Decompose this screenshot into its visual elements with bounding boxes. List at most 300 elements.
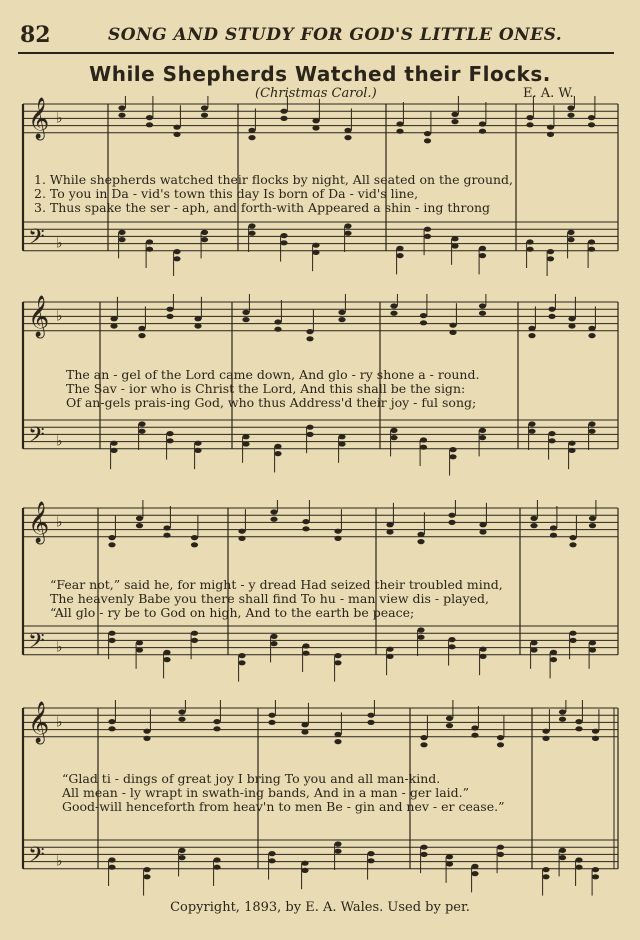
note-head bbox=[191, 638, 198, 643]
note-head bbox=[338, 317, 345, 322]
note-head bbox=[550, 657, 557, 662]
note-head bbox=[479, 529, 486, 534]
note-head bbox=[302, 526, 309, 531]
note-head bbox=[547, 132, 554, 137]
note-head bbox=[449, 454, 456, 459]
key-signature-flat: ♭ bbox=[56, 639, 63, 656]
lyric-line-4-1: “Glad ti - dings of great joy I bring To you and all man-kind. bbox=[62, 771, 441, 786]
note-head bbox=[302, 519, 309, 524]
note-head bbox=[588, 115, 595, 120]
note-head bbox=[108, 719, 115, 724]
note-head bbox=[479, 253, 486, 258]
note-head bbox=[528, 326, 535, 331]
note-head bbox=[479, 522, 486, 527]
key-signature-flat: ♭ bbox=[56, 853, 63, 870]
note-head bbox=[274, 319, 281, 324]
lyric-block-4 bbox=[62, 772, 640, 814]
note-head bbox=[417, 532, 424, 537]
lyric-block-1 bbox=[34, 173, 634, 215]
note-head bbox=[471, 733, 478, 738]
note-head bbox=[420, 742, 427, 747]
note-head bbox=[542, 729, 549, 734]
page-header bbox=[18, 22, 614, 52]
note-head bbox=[344, 128, 351, 133]
note-head bbox=[420, 852, 427, 857]
note-head bbox=[396, 246, 403, 251]
note-head bbox=[213, 857, 220, 862]
note-head bbox=[417, 627, 424, 632]
note-head bbox=[274, 327, 281, 332]
note-head bbox=[367, 851, 374, 856]
note-head bbox=[592, 874, 599, 879]
note-head bbox=[163, 657, 170, 662]
lyric-line-1-2: 2. To you in Da - vid's town this day Is born of Da - vid's line, bbox=[34, 186, 419, 201]
lyric-line-4-3: Good-will henceforth from heav'n to men Be - gin and nev - er cease.” bbox=[62, 799, 505, 814]
note-head bbox=[274, 444, 281, 449]
note-head bbox=[367, 858, 374, 863]
note-head bbox=[567, 105, 574, 110]
note-head bbox=[143, 736, 150, 741]
note-head bbox=[479, 428, 486, 433]
note-head bbox=[238, 660, 245, 665]
key-signature-flat: ♭ bbox=[56, 433, 63, 450]
note-head bbox=[178, 709, 185, 714]
note-head bbox=[547, 249, 554, 254]
bass-clef: 𝄢 bbox=[28, 842, 45, 873]
note-head bbox=[280, 240, 287, 245]
lyric-block-2 bbox=[66, 368, 640, 410]
note-head bbox=[592, 729, 599, 734]
note-head bbox=[312, 243, 319, 248]
note-head bbox=[108, 726, 115, 731]
key-signature-flat: ♭ bbox=[56, 235, 63, 252]
note-head bbox=[589, 647, 596, 652]
note-head bbox=[588, 421, 595, 426]
note-head bbox=[479, 246, 486, 251]
note-head bbox=[567, 237, 574, 242]
note-head bbox=[178, 855, 185, 860]
note-head bbox=[479, 311, 486, 316]
lyric-line-3-1: “Fear not,” said he, for might - y dread Had seized their troubled mind, bbox=[50, 577, 503, 592]
note-head bbox=[420, 320, 427, 325]
note-head bbox=[547, 256, 554, 261]
note-head bbox=[568, 323, 575, 328]
note-head bbox=[528, 333, 535, 338]
note-head bbox=[550, 650, 557, 655]
note-head bbox=[118, 237, 125, 242]
note-head bbox=[559, 855, 566, 860]
note-head bbox=[588, 333, 595, 338]
note-head bbox=[312, 118, 319, 123]
note-head bbox=[575, 719, 582, 724]
note-head bbox=[446, 723, 453, 728]
note-head bbox=[173, 249, 180, 254]
note-head bbox=[575, 726, 582, 731]
note-head bbox=[479, 121, 486, 126]
note-head bbox=[420, 445, 427, 450]
note-head bbox=[451, 112, 458, 117]
note-head bbox=[542, 874, 549, 879]
note-head bbox=[446, 716, 453, 721]
page-number: 82 bbox=[20, 22, 51, 48]
note-head bbox=[108, 535, 115, 540]
note-head bbox=[146, 239, 153, 244]
note-head bbox=[530, 516, 537, 521]
note-head bbox=[424, 234, 431, 239]
note-head bbox=[542, 867, 549, 872]
note-head bbox=[550, 533, 557, 538]
note-head bbox=[138, 429, 145, 434]
note-head bbox=[386, 654, 393, 659]
note-head bbox=[550, 525, 557, 530]
note-head bbox=[386, 647, 393, 652]
header-rule bbox=[18, 52, 614, 54]
note-head bbox=[334, 849, 341, 854]
key-signature-flat: ♭ bbox=[56, 514, 63, 531]
note-head bbox=[589, 640, 596, 645]
note-head bbox=[569, 638, 576, 643]
note-head bbox=[446, 854, 453, 859]
note-head bbox=[201, 230, 208, 235]
note-head bbox=[201, 105, 208, 110]
music-system-4 bbox=[20, 700, 620, 896]
note-head bbox=[136, 523, 143, 528]
note-head bbox=[166, 438, 173, 443]
music-system-1 bbox=[20, 96, 620, 276]
note-head bbox=[110, 316, 117, 321]
note-head bbox=[268, 713, 275, 718]
note-head bbox=[497, 845, 504, 850]
note-head bbox=[588, 239, 595, 244]
note-head bbox=[108, 542, 115, 547]
note-head bbox=[424, 138, 431, 143]
note-head bbox=[242, 434, 249, 439]
note-head bbox=[146, 247, 153, 252]
note-head bbox=[301, 861, 308, 866]
note-head bbox=[194, 323, 201, 328]
note-head bbox=[367, 720, 374, 725]
note-head bbox=[334, 660, 341, 665]
note-head bbox=[194, 316, 201, 321]
note-head bbox=[306, 432, 313, 437]
note-head bbox=[280, 233, 287, 238]
note-head bbox=[110, 448, 117, 453]
note-head bbox=[344, 223, 351, 228]
note-head bbox=[568, 441, 575, 446]
note-head bbox=[201, 113, 208, 118]
note-head bbox=[417, 539, 424, 544]
note-head bbox=[274, 451, 281, 456]
note-head bbox=[136, 640, 143, 645]
note-head bbox=[420, 845, 427, 850]
note-head bbox=[270, 509, 277, 514]
note-head bbox=[344, 135, 351, 140]
lyric-line-2-2: The Sav - ior who is Christ the Lord, And this shall be the sign: bbox=[66, 381, 466, 396]
note-head bbox=[417, 635, 424, 640]
note-head bbox=[238, 529, 245, 534]
note-head bbox=[559, 717, 566, 722]
note-head bbox=[479, 129, 486, 134]
note-head bbox=[420, 437, 427, 442]
note-head bbox=[344, 231, 351, 236]
note-head bbox=[136, 516, 143, 521]
note-head bbox=[334, 739, 341, 744]
bass-clef: 𝄢 bbox=[28, 224, 45, 255]
note-head bbox=[213, 726, 220, 731]
note-head bbox=[446, 861, 453, 866]
note-head bbox=[108, 638, 115, 643]
note-head bbox=[567, 230, 574, 235]
note-head bbox=[248, 223, 255, 228]
note-head bbox=[424, 131, 431, 136]
note-head bbox=[479, 435, 486, 440]
treble-clef: 𝄞 bbox=[28, 97, 50, 139]
note-head bbox=[530, 647, 537, 652]
note-head bbox=[471, 864, 478, 869]
note-head bbox=[334, 653, 341, 658]
note-head bbox=[528, 429, 535, 434]
note-head bbox=[242, 310, 249, 315]
note-head bbox=[334, 529, 341, 534]
note-head bbox=[178, 848, 185, 853]
note-head bbox=[526, 247, 533, 252]
note-head bbox=[390, 435, 397, 440]
note-head bbox=[569, 631, 576, 636]
note-head bbox=[575, 865, 582, 870]
note-head bbox=[526, 239, 533, 244]
note-head bbox=[449, 323, 456, 328]
note-head bbox=[138, 421, 145, 426]
music-system-2 bbox=[20, 294, 620, 484]
note-head bbox=[118, 105, 125, 110]
note-head bbox=[547, 125, 554, 130]
note-head bbox=[146, 122, 153, 127]
note-head bbox=[548, 307, 555, 312]
note-head bbox=[110, 441, 117, 446]
lyric-line-2-1: The an - gel of the Lord came down, And glo - ry shone a - round. bbox=[66, 367, 480, 382]
note-head bbox=[201, 237, 208, 242]
note-head bbox=[471, 725, 478, 730]
note-head bbox=[163, 525, 170, 530]
note-head bbox=[559, 848, 566, 853]
note-head bbox=[302, 643, 309, 648]
note-head bbox=[424, 227, 431, 232]
bass-clef: 𝄢 bbox=[28, 422, 45, 453]
note-head bbox=[559, 709, 566, 714]
lyric-line-4-2: All mean - ly wrapt in swath-ing bands, And in a man - ger laid.” bbox=[62, 785, 470, 800]
note-head bbox=[173, 256, 180, 261]
note-head bbox=[569, 542, 576, 547]
note-head bbox=[213, 719, 220, 724]
note-head bbox=[166, 314, 173, 319]
note-head bbox=[146, 115, 153, 120]
composer-initials: E. A. W. bbox=[523, 86, 574, 101]
note-head bbox=[301, 722, 308, 727]
note-head bbox=[108, 865, 115, 870]
lyric-line-3-3: “All glo - ry be to God on high, And to the earth be peace; bbox=[50, 605, 415, 620]
note-head bbox=[530, 640, 537, 645]
note-head bbox=[471, 871, 478, 876]
note-head bbox=[334, 536, 341, 541]
note-head bbox=[479, 303, 486, 308]
note-head bbox=[568, 448, 575, 453]
lyric-line-3-2: The heavenly Babe you there shall find To hu - man view dis - played, bbox=[50, 591, 489, 606]
note-head bbox=[367, 713, 374, 718]
note-head bbox=[592, 736, 599, 741]
note-head bbox=[449, 330, 456, 335]
note-head bbox=[338, 310, 345, 315]
copyright-notice: Copyright, 1893, by E. A. Wales. Used by per. bbox=[170, 900, 470, 915]
note-head bbox=[108, 631, 115, 636]
note-head bbox=[163, 533, 170, 538]
note-head bbox=[528, 421, 535, 426]
note-head bbox=[306, 425, 313, 430]
note-head bbox=[449, 447, 456, 452]
note-head bbox=[191, 542, 198, 547]
note-head bbox=[548, 314, 555, 319]
note-head bbox=[270, 641, 277, 646]
note-head bbox=[242, 317, 249, 322]
treble-clef: 𝄞 bbox=[28, 295, 50, 337]
note-head bbox=[110, 323, 117, 328]
song-title: While Shepherds Watched their Flocks. bbox=[89, 62, 551, 86]
note-head bbox=[173, 132, 180, 137]
note-head bbox=[213, 865, 220, 870]
note-head bbox=[280, 109, 287, 114]
note-head bbox=[163, 650, 170, 655]
note-head bbox=[280, 116, 287, 121]
note-head bbox=[526, 122, 533, 127]
note-head bbox=[306, 329, 313, 334]
note-head bbox=[143, 874, 150, 879]
note-head bbox=[302, 651, 309, 656]
note-head bbox=[312, 125, 319, 130]
note-head bbox=[448, 637, 455, 642]
note-head bbox=[191, 631, 198, 636]
note-head bbox=[334, 732, 341, 737]
note-head bbox=[390, 428, 397, 433]
note-head bbox=[312, 250, 319, 255]
note-head bbox=[194, 441, 201, 446]
song-subtitle: (Christmas Carol.) bbox=[255, 86, 377, 101]
note-head bbox=[386, 529, 393, 534]
note-head bbox=[268, 851, 275, 856]
lyric-line-2-3: Of an-gels prais-ing God, who thus Address'd their joy - ful song; bbox=[66, 395, 477, 410]
note-head bbox=[334, 841, 341, 846]
key-signature-flat: ♭ bbox=[56, 308, 63, 325]
note-head bbox=[575, 857, 582, 862]
note-head bbox=[248, 128, 255, 133]
note-head bbox=[390, 311, 397, 316]
note-head bbox=[301, 868, 308, 873]
note-head bbox=[548, 431, 555, 436]
note-head bbox=[497, 742, 504, 747]
note-head bbox=[396, 253, 403, 258]
note-head bbox=[530, 523, 537, 528]
note-head bbox=[420, 735, 427, 740]
note-head bbox=[173, 125, 180, 130]
note-head bbox=[567, 113, 574, 118]
note-head bbox=[542, 736, 549, 741]
note-head bbox=[526, 115, 533, 120]
note-head bbox=[497, 735, 504, 740]
treble-clef: 𝄞 bbox=[28, 701, 50, 743]
note-head bbox=[270, 634, 277, 639]
note-head bbox=[118, 113, 125, 118]
note-head bbox=[448, 520, 455, 525]
note-head bbox=[143, 867, 150, 872]
note-head bbox=[390, 303, 397, 308]
note-head bbox=[548, 438, 555, 443]
note-head bbox=[178, 717, 185, 722]
note-head bbox=[479, 654, 486, 659]
note-head bbox=[448, 644, 455, 649]
bass-clef: 𝄢 bbox=[28, 628, 45, 659]
note-head bbox=[588, 247, 595, 252]
note-head bbox=[592, 867, 599, 872]
lyric-block-3 bbox=[50, 578, 640, 620]
treble-clef: 𝄞 bbox=[28, 501, 50, 543]
note-head bbox=[338, 441, 345, 446]
note-head bbox=[396, 129, 403, 134]
note-head bbox=[108, 857, 115, 862]
note-head bbox=[479, 647, 486, 652]
note-head bbox=[166, 307, 173, 312]
note-head bbox=[270, 517, 277, 522]
note-head bbox=[143, 729, 150, 734]
key-signature-flat: ♭ bbox=[56, 714, 63, 731]
note-head bbox=[138, 326, 145, 331]
note-head bbox=[191, 535, 198, 540]
lyric-line-1-3: 3. Thus spake the ser - aph, and forth-with Appeared a shin - ing throng bbox=[34, 200, 491, 215]
note-head bbox=[238, 653, 245, 658]
note-head bbox=[386, 522, 393, 527]
note-head bbox=[568, 316, 575, 321]
note-head bbox=[588, 326, 595, 331]
note-head bbox=[268, 858, 275, 863]
note-head bbox=[451, 236, 458, 241]
note-head bbox=[118, 230, 125, 235]
note-head bbox=[242, 441, 249, 446]
note-head bbox=[396, 121, 403, 126]
note-head bbox=[569, 535, 576, 540]
note-head bbox=[420, 313, 427, 318]
note-head bbox=[306, 336, 313, 341]
key-signature-flat: ♭ bbox=[56, 110, 63, 127]
lyric-line-1-1: 1. While shepherds watched their flocks by night, All seated on the ground, bbox=[34, 172, 514, 187]
note-head bbox=[136, 647, 143, 652]
note-head bbox=[451, 243, 458, 248]
music-system-3 bbox=[20, 500, 620, 696]
note-head bbox=[248, 231, 255, 236]
note-head bbox=[268, 720, 275, 725]
note-head bbox=[588, 429, 595, 434]
running-title: SONG AND STUDY FOR GOD'S LITTLE ONES. bbox=[108, 25, 563, 45]
note-head bbox=[138, 333, 145, 338]
note-head bbox=[588, 122, 595, 127]
note-head bbox=[589, 516, 596, 521]
note-head bbox=[248, 135, 255, 140]
note-head bbox=[589, 523, 596, 528]
note-head bbox=[451, 119, 458, 124]
note-head bbox=[301, 729, 308, 734]
note-head bbox=[238, 536, 245, 541]
note-head bbox=[166, 431, 173, 436]
note-head bbox=[448, 513, 455, 518]
note-head bbox=[497, 852, 504, 857]
note-head bbox=[338, 434, 345, 439]
note-head bbox=[194, 448, 201, 453]
